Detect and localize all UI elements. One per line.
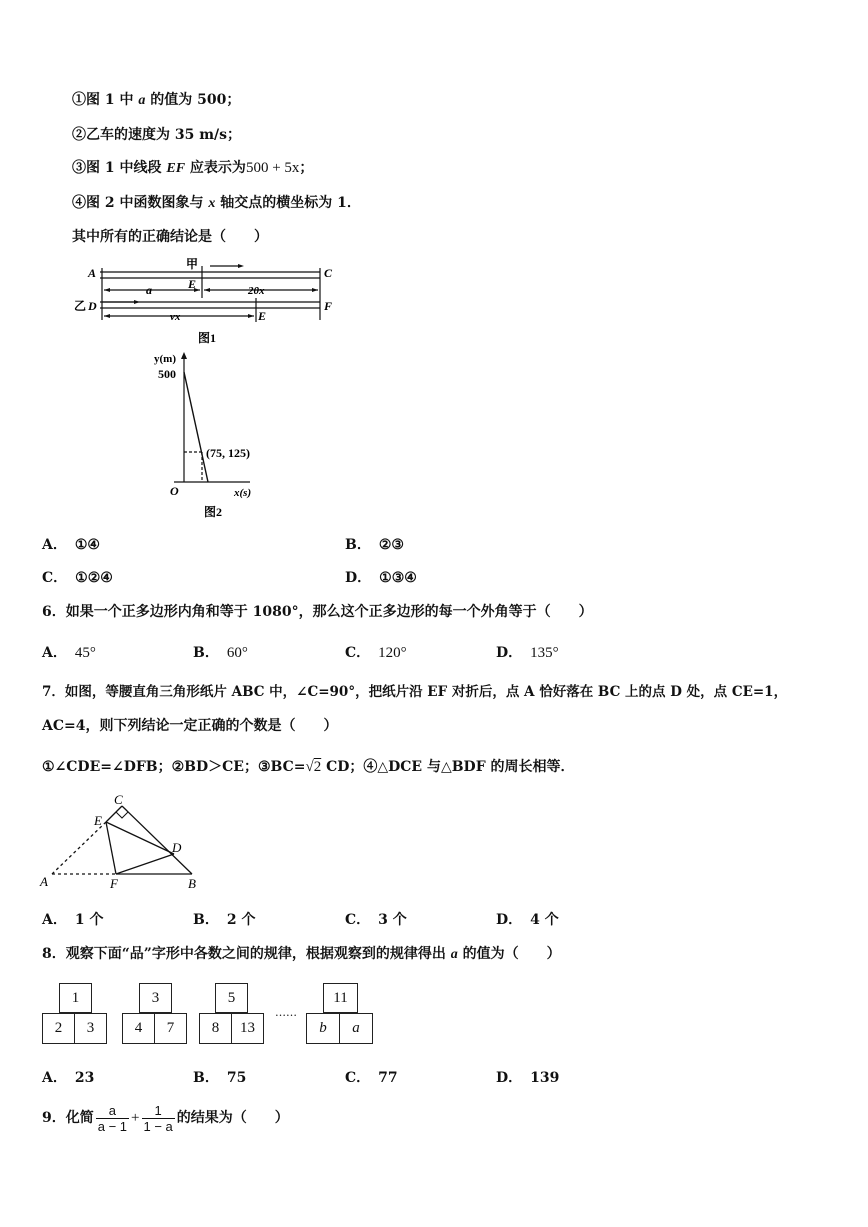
q7-label-C: C (114, 792, 123, 807)
q9-f2-den: 1 − a (143, 1118, 173, 1134)
q5-prompt: 其中所有的正确结论是（ ） (72, 229, 268, 245)
q5-option-c-label: C． (42, 570, 68, 586)
q8-post: 的值为（ ） (457, 946, 561, 962)
q6-option-d-value: 135° (530, 645, 559, 661)
fig1-label-F: F (324, 299, 333, 313)
statement-3-var: EF (166, 161, 186, 176)
dashed-AE (52, 822, 106, 874)
q9-text (42, 1100, 289, 1136)
q7-label-A: A (40, 874, 48, 889)
statement-3-post: ； (299, 160, 314, 176)
q7-line1: 7．如图，等腰直角三角形纸片 ABC 中，∠C=90°，把纸片沿 EF 对折后，点 A 恰好落在 BC 上的点 D 处，点 CE=1， (42, 684, 788, 700)
q9-post: 的结果为（ ） (176, 1110, 289, 1126)
group4-top: 11 (323, 983, 358, 1013)
q8-text (42, 944, 561, 965)
q5-option-a-label: A． (42, 537, 67, 553)
fig1-label-D: D (88, 299, 97, 313)
fig1-label-E-top: E (188, 277, 197, 291)
statement-1 (72, 90, 240, 111)
q8-dots: …… (275, 1006, 297, 1019)
side-CB (122, 806, 192, 874)
q7-line2: AC=4，则下列结论一定正确的个数是（ ） (42, 718, 338, 734)
q7-option-d-label: D． (496, 912, 523, 928)
statement-3-mid: 应表示为 (185, 160, 246, 176)
q8-option-c[interactable] (345, 1068, 398, 1088)
q7-option-c[interactable] (345, 910, 407, 930)
q5-option-d-label: D． (345, 570, 372, 586)
statement-2-text: ②乙车的速度为 35 m/s； (72, 127, 242, 143)
fig2-point-label: (75, 125) (206, 446, 250, 460)
q7-option-b-value: 2 个 (226, 912, 256, 928)
group2-right: 7 (154, 1013, 187, 1044)
group3-top: 5 (215, 983, 248, 1013)
statement-1-pre: ①图 1 中 (72, 92, 139, 108)
q8-var: a (450, 947, 458, 962)
fig1-label-A: A (88, 266, 97, 280)
q6-text: 6．如果一个正多边形内角和等于 1080°，那么这个正多边形的每一个外角等于（ ） (42, 604, 593, 620)
figure-1 (74, 257, 350, 350)
group1-top: 1 (59, 983, 92, 1013)
q7-option-d[interactable] (496, 910, 559, 930)
q5-option-b-value: ②③ (378, 537, 404, 553)
q8-option-c-label: C． (345, 1070, 371, 1086)
statement-1-post: 的值为 500； (145, 92, 241, 108)
q9-plus: + (131, 1110, 140, 1126)
q7-cond-b: CD；④△DCE 与△BDF 的周长相等． (321, 759, 575, 775)
fig2-origin: O (170, 484, 179, 498)
fig2-ylabel: y(m) (154, 353, 176, 365)
q6-option-a[interactable] (42, 643, 96, 663)
q9-pre: 9．化简 (42, 1110, 94, 1126)
statement-3 (72, 158, 313, 179)
statement-4 (72, 193, 361, 214)
q7-option-d-value: 4 个 (530, 912, 559, 928)
q7-option-a[interactable] (42, 910, 104, 930)
q8-option-b-value: 75 (226, 1070, 247, 1086)
q7-option-a-label: A． (42, 912, 67, 928)
statement-3-pre: ③图 1 中线段 (72, 160, 167, 176)
q6-option-a-value: 45° (74, 645, 96, 661)
right-angle-mark (116, 812, 128, 818)
fig1-label-a: a (146, 283, 152, 297)
q8-pre: 8．观察下面“品”字形中各数之间的规律，根据观察到的规律得出 (42, 946, 451, 962)
q8-option-d-value: 139 (530, 1070, 560, 1086)
q5-option-a-value: ①④ (74, 537, 100, 553)
q7-label-F: F (110, 876, 118, 891)
q8-option-d[interactable] (496, 1068, 559, 1088)
graph-line (184, 372, 208, 482)
q6-option-b-label: B． (193, 645, 219, 661)
q7-option-c-value: 3 个 (378, 912, 407, 928)
q6-option-b[interactable] (193, 643, 248, 663)
fig1-label-jia: 甲 (186, 257, 199, 271)
statement-4-pre: ④图 2 中函数图象与 (72, 195, 209, 211)
group2-left: 4 (122, 1013, 155, 1044)
q6-option-c-value: 120° (378, 645, 407, 661)
q7-option-b[interactable] (193, 910, 255, 930)
group1-left: 2 (42, 1013, 75, 1044)
q6-option-d-label: D． (496, 645, 523, 661)
q7-option-b-label: B． (193, 912, 219, 928)
statement-1-var: a (138, 93, 146, 108)
fig1-label-20x: 20x (248, 285, 265, 297)
fig2-caption: 图2 (204, 505, 223, 519)
q5-option-c-value: ①②④ (75, 570, 113, 586)
group2-top: 3 (139, 983, 172, 1013)
q6-option-c-label: C． (345, 645, 371, 661)
q7-label-D: D (172, 840, 182, 855)
group1-right: 3 (74, 1013, 107, 1044)
q7-sqrt-value: 2 (313, 759, 322, 775)
fig1-label-E-bottom: E (258, 309, 267, 323)
fig1-caption: 图1 (198, 331, 217, 345)
q8-option-c-value: 77 (378, 1070, 398, 1086)
segment-EF (106, 822, 116, 874)
statement-4-var: x (208, 196, 216, 211)
segment-ED (106, 822, 174, 854)
q7-label-E: E (94, 813, 102, 828)
q9-f2-num: 1 (142, 1103, 175, 1119)
q7-sqrt: √2 (305, 759, 322, 775)
q7-option-a-value: 1 个 (74, 912, 104, 928)
segment-FD (116, 854, 174, 874)
q6-option-a-label: A． (42, 645, 67, 661)
statement-4-post: 轴交点的横坐标为 1． (215, 195, 361, 211)
q7-label-B: B (188, 876, 196, 891)
fig1-label-vx: vx (170, 311, 181, 323)
statement-3-expr: 500 + 5x (245, 160, 300, 176)
statement-2 (72, 125, 241, 145)
group3-left: 8 (199, 1013, 232, 1044)
group4-left: b (306, 1013, 340, 1044)
q8-option-b-label: B． (193, 1070, 219, 1086)
side-CE (106, 806, 122, 822)
q7-conditions (42, 757, 575, 777)
q6-option-b-value: 60° (226, 645, 248, 661)
q5-option-d-value: ①③④ (379, 570, 417, 586)
q9-f1-den: a − 1 (97, 1118, 128, 1134)
q8-option-a-label: A． (42, 1070, 67, 1086)
group4-right: a (339, 1013, 373, 1044)
q9-f1-num: a (96, 1103, 129, 1119)
group3-right: 13 (231, 1013, 264, 1044)
q5-option-b-label: B． (345, 537, 371, 553)
q7-figure (38, 792, 208, 894)
fig2-y500: 500 (158, 367, 176, 381)
q8-option-d-label: D． (496, 1070, 523, 1086)
fig1-label-yi: 乙 (74, 299, 87, 313)
q8-option-a-value: 23 (74, 1070, 95, 1086)
fig2-xlabel: x(s) (234, 487, 252, 499)
q7-option-c-label: C． (345, 912, 371, 928)
q9-fraction-2 (142, 1103, 175, 1134)
q6-option-c[interactable] (345, 643, 407, 663)
q5-option-d[interactable] (345, 568, 417, 588)
q7-cond-a: ①∠CDE=∠DFB；②BD＞CE；③BC= (42, 759, 306, 775)
q8-option-b[interactable] (193, 1068, 246, 1088)
fig1-label-C: C (324, 266, 333, 280)
q6-option-d[interactable] (496, 643, 559, 663)
q8-option-a[interactable] (42, 1068, 94, 1088)
q9-fraction-1 (96, 1103, 129, 1134)
q5-option-a[interactable] (42, 535, 100, 555)
q5-option-b[interactable] (345, 535, 404, 555)
figure-2 (150, 348, 270, 520)
q5-option-c[interactable] (42, 568, 113, 588)
